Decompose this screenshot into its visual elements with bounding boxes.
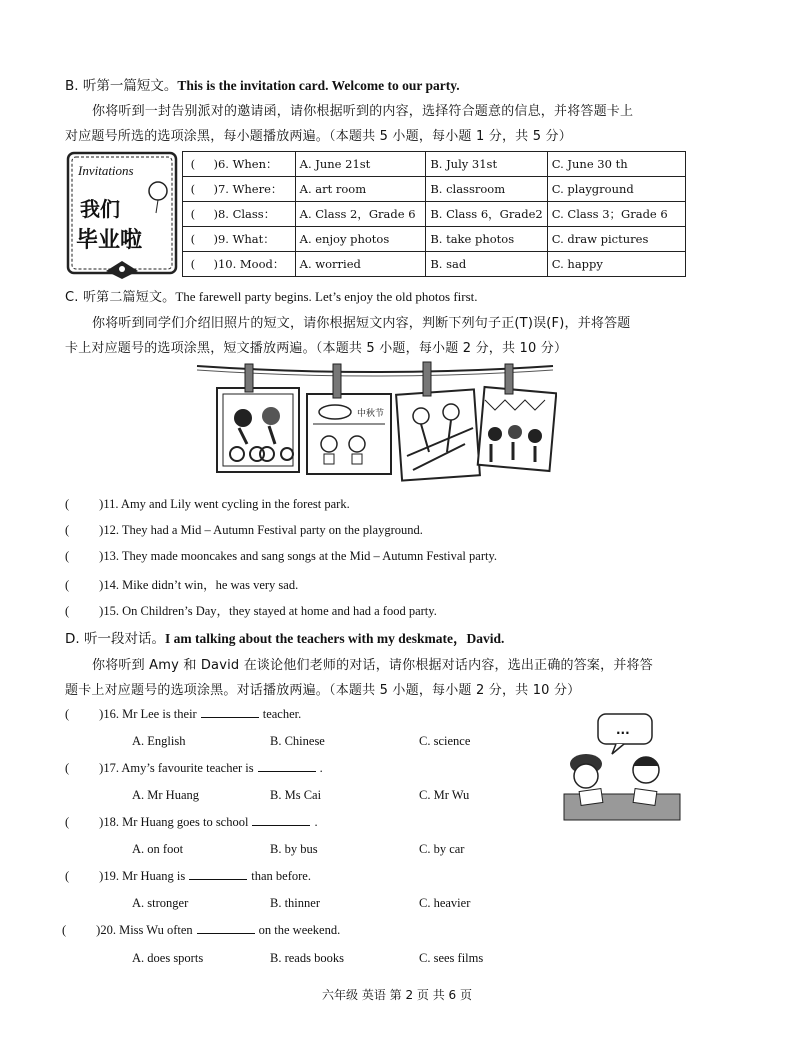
photo-childrens-day	[478, 387, 557, 471]
option-a-cell: A. enjoy photos	[295, 227, 426, 252]
boy-hair	[633, 757, 659, 766]
option-b: B. Chinese	[270, 734, 325, 748]
card-text-1: 我们	[80, 197, 120, 221]
tf-item-11[interactable]: ( )11. Amy and Lily went cycling in the forest park.	[65, 497, 350, 511]
option-c: C. science	[419, 734, 471, 748]
section-c-heading	[65, 286, 478, 305]
section-c-instruction-2: 卡上对应题号的选项涂黑，短文播放两遍。（本题共 5 小题，每小题 2 分，共 10 分）	[65, 341, 568, 356]
option-b-cell: B. Class 6，Grade2	[426, 202, 547, 227]
bow-knot	[119, 266, 125, 272]
option-b: B. thinner	[270, 896, 320, 910]
answer-blank[interactable]	[197, 923, 255, 934]
option-c-cell: C. draw pictures	[547, 227, 685, 252]
option-b-cell: B. take photos	[426, 227, 547, 252]
option-c-cell: C. playground	[547, 177, 685, 202]
photo-mid-autumn	[307, 394, 391, 474]
section-b-label: B. 听第一篇短文。	[65, 78, 178, 94]
table-row	[183, 252, 686, 277]
option-a-cell: A. worried	[295, 252, 426, 277]
option-c-cell: C. Class 3；Grade 6	[547, 202, 685, 227]
question-cell[interactable]: ( )10. Mood：	[183, 252, 296, 277]
option-a: A. Mr Huang	[132, 788, 200, 802]
section-b-title: This is the invitation card. Welcome to our party.	[177, 78, 460, 93]
table-row	[183, 202, 686, 227]
clothes-peg	[505, 364, 513, 394]
question-cell[interactable]: ( )8. Class：	[183, 202, 296, 227]
notebook-left	[579, 789, 603, 806]
speech-bubble-text: ...	[616, 723, 630, 737]
tf-item-15[interactable]: ( )15. On Children’s Day，they stayed at home and had a food party.	[65, 604, 437, 618]
section-d-instruction-2: 题卡上对应题号的选项涂黑。对话播放两遍。（本题共 5 小题，每小题 2 分，共 10 分）	[65, 683, 581, 698]
option-a-cell: A. art room	[295, 177, 426, 202]
section-b-instruction-1: 你将听到一封告别派对的邀请函，请你根据听到的内容，选择符合题意的信息，并将答题卡上	[92, 104, 634, 119]
section-d-title: I am talking about the teachers with my deskmate，David.	[164, 631, 505, 646]
option-a: A. English	[132, 734, 186, 748]
speech-bubble-tail	[612, 744, 624, 754]
photo-cycling	[217, 388, 299, 472]
tf-item-12[interactable]: ( )12. They had a Mid – Autumn Festival party on the playground.	[65, 523, 423, 537]
option-c: C. Mr Wu	[419, 788, 470, 802]
photo-race	[396, 389, 480, 480]
table-row	[183, 177, 686, 202]
mc-question-18[interactable]: ( )18. Mr Huang goes to school .	[65, 815, 318, 829]
clothes-peg	[333, 364, 341, 398]
section-b-heading	[65, 74, 460, 94]
answer-blank[interactable]	[189, 869, 247, 880]
question-cell[interactable]: ( )9. What：	[183, 227, 296, 252]
clothes-peg	[423, 362, 431, 396]
section-c-instruction-1: 你将听到同学们介绍旧照片的短文，请你根据短文内容，判断下列句子正(T)误(F)，并将答题	[92, 316, 631, 331]
option-b: B. reads books	[270, 951, 344, 965]
option-a-cell: A. Class 2，Grade 6	[295, 202, 426, 227]
option-b: B. by bus	[270, 842, 318, 856]
old-photos-illustration	[195, 360, 557, 486]
girl-face	[574, 764, 598, 788]
section-c-title: The farewell party begins. Let’s enjoy the old photos first.	[175, 289, 478, 304]
table-row	[183, 152, 686, 177]
option-b-cell: B. classroom	[426, 177, 547, 202]
option-a: A. does sports	[132, 951, 204, 965]
section-c-label: C. 听第二篇短文。	[65, 290, 176, 305]
option-a: A. stronger	[132, 896, 189, 910]
answer-blank[interactable]	[258, 761, 316, 772]
option-c: C. heavier	[419, 896, 471, 910]
notebook-right	[633, 789, 657, 806]
tf-item-13[interactable]: ( )13. They made mooncakes and sang songs at the Mid – Autumn Festival party.	[65, 549, 498, 563]
option-c: C. sees films	[419, 951, 484, 965]
clothes-peg	[245, 364, 253, 392]
section-b-instruction-2: 对应题号所选的选项涂黑，每小题播放两遍。（本题共 5 小题，每小题 1 分，共 5 分）	[65, 129, 572, 144]
answer-blank[interactable]	[201, 707, 259, 718]
question-cell[interactable]: ( )7. Where：	[183, 177, 296, 202]
mc-question-16[interactable]: ( )16. Mr Lee is their teacher.	[65, 707, 302, 721]
option-a-cell: A. June 21st	[295, 152, 426, 177]
section-d-instruction-1: 你将听到 Amy 和 David 在谈论他们老师的对话，请你根据对话内容，选出正确的答案，并将答	[92, 658, 653, 673]
mc-question-20[interactable]: ( )20. Miss Wu often on the weekend.	[62, 923, 341, 937]
mc-question-19[interactable]: ( )19. Mr Huang is than before.	[65, 869, 311, 883]
page-footer: 六年级 英语 第 2 页 共 6 页	[322, 988, 472, 1002]
option-b-cell: B. July 31st	[426, 152, 547, 177]
card-text-2: 毕业啦	[76, 228, 143, 253]
section-b-table	[182, 151, 686, 277]
question-cell[interactable]: ( )6. When：	[183, 152, 296, 177]
section-d-heading	[65, 627, 504, 647]
option-b-cell: B. sad	[426, 252, 547, 277]
section-d-label: D. 听一段对话。	[65, 631, 165, 647]
card-header-text: Invitations	[78, 163, 134, 178]
balloon-icon	[149, 182, 167, 200]
option-c: C. by car	[419, 842, 465, 856]
option-c-cell: C. happy	[547, 252, 685, 277]
mc-question-17[interactable]: ( )17. Amy’s favourite teacher is .	[65, 761, 323, 775]
photo-caption: 中秋节	[357, 409, 385, 419]
option-a: A. on foot	[132, 842, 184, 856]
option-c-cell: C. June 30 th	[547, 152, 685, 177]
invitation-card-image	[66, 151, 178, 281]
answer-blank[interactable]	[252, 815, 310, 826]
table-row	[183, 227, 686, 252]
children-talking-illustration	[560, 710, 684, 826]
option-b: B. Ms Cai	[270, 788, 322, 802]
tf-item-14[interactable]: ( )14. Mike didn’t win，he was very sad.	[65, 578, 299, 592]
